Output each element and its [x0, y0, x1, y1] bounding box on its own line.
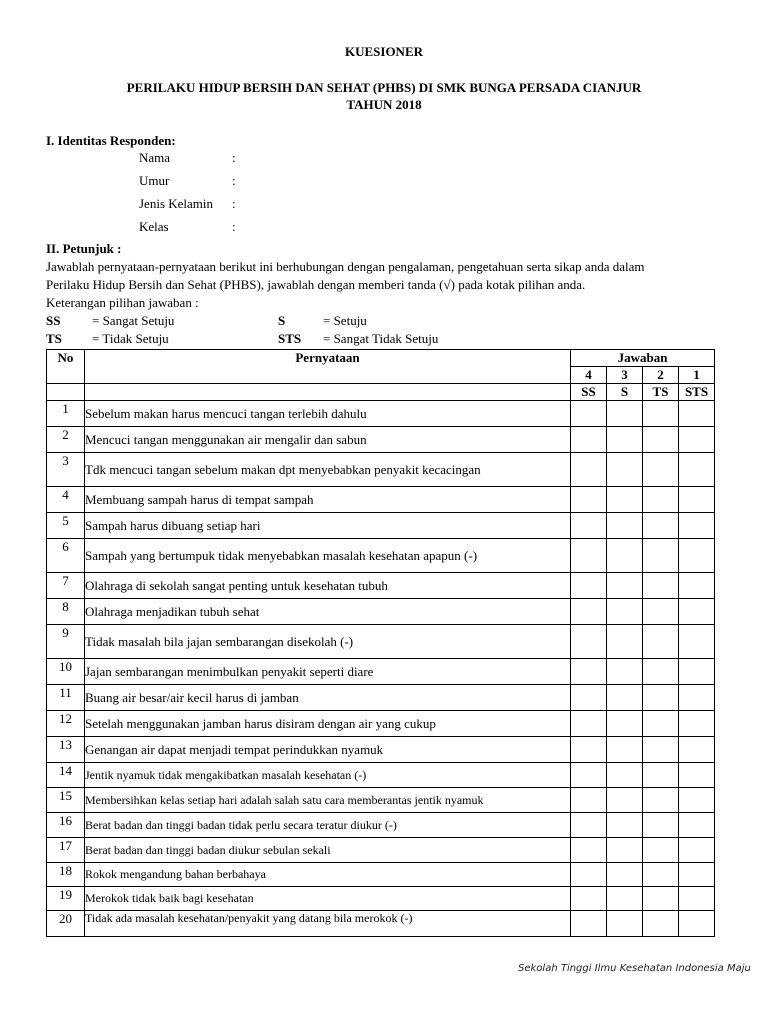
- answer-box-ts[interactable]: [643, 401, 679, 427]
- answer-box-sts[interactable]: [679, 763, 715, 788]
- answer-box-sts[interactable]: [679, 737, 715, 763]
- field-colon: :: [232, 173, 236, 188]
- answer-box-sts[interactable]: [679, 573, 715, 599]
- row-number: 9: [47, 625, 85, 659]
- header-no-spacer: [47, 384, 85, 401]
- answer-box-sts[interactable]: [679, 863, 715, 887]
- row-number: 6: [47, 539, 85, 573]
- answer-box-s[interactable]: [607, 487, 643, 513]
- row-number: 8: [47, 599, 85, 625]
- header-statement: Pernyataan: [85, 350, 571, 384]
- header-answer: Jawaban: [571, 350, 715, 367]
- table-row: [47, 539, 715, 573]
- answer-box-ts[interactable]: [643, 573, 679, 599]
- table-row: [47, 453, 715, 487]
- answer-box-ts[interactable]: [643, 911, 679, 937]
- questionnaire-table: [46, 349, 715, 937]
- answer-box-ss[interactable]: [571, 838, 607, 863]
- table-row: [47, 513, 715, 539]
- header-code-sts: STS: [679, 384, 715, 401]
- legend-desc-sts: = Sangat Tidak Setuju: [323, 331, 439, 346]
- row-statement: Setelah menggunakan jamban harus disiram dengan air yang cukup: [85, 711, 571, 737]
- answer-box-ss[interactable]: [571, 487, 607, 513]
- table-row: [47, 863, 715, 887]
- row-statement: Tidak masalah bila jajan sembarangan disekolah (-): [85, 625, 571, 659]
- table-row: [47, 711, 715, 737]
- row-number: 12: [47, 711, 85, 737]
- legend-desc-s: = Setuju: [323, 313, 367, 328]
- row-statement: Berat badan dan tinggi badan tidak perlu secara teratur diukur (-): [85, 813, 571, 838]
- answer-box-s[interactable]: [607, 763, 643, 788]
- answer-box-ss[interactable]: [571, 453, 607, 487]
- table-row: [47, 838, 715, 863]
- answer-box-s[interactable]: [607, 625, 643, 659]
- answer-box-ss[interactable]: [571, 813, 607, 838]
- answer-box-s[interactable]: [607, 453, 643, 487]
- answer-box-sts[interactable]: [679, 911, 715, 937]
- answer-box-s[interactable]: [607, 711, 643, 737]
- field-label-jenis-kelamin: Jenis Kelamin: [139, 196, 214, 211]
- answer-box-ts[interactable]: [643, 887, 679, 911]
- legend-code-ss: SS: [46, 313, 61, 328]
- row-number: 4: [47, 487, 85, 513]
- table-row: [47, 599, 715, 625]
- row-number: 15: [47, 788, 85, 813]
- answer-box-ts[interactable]: [643, 487, 679, 513]
- legend-code-sts: STS: [278, 331, 302, 346]
- answer-box-s[interactable]: [607, 401, 643, 427]
- legend-code-s: S: [278, 313, 286, 328]
- table-row: [47, 788, 715, 813]
- row-number: 10: [47, 659, 85, 685]
- answer-box-ss[interactable]: [571, 599, 607, 625]
- table-row: [47, 911, 715, 937]
- legend-code-ts: TS: [46, 331, 62, 346]
- table-row: [47, 813, 715, 838]
- footer-institution: Sekolah Tinggi Ilmu Kesehatan Indonesia Maju: [518, 963, 751, 974]
- answer-box-ts[interactable]: [643, 737, 679, 763]
- answer-box-sts[interactable]: [679, 659, 715, 685]
- header-no: No: [47, 350, 85, 384]
- row-number: 18: [47, 863, 85, 887]
- answer-box-sts[interactable]: [679, 711, 715, 737]
- answer-box-sts[interactable]: [679, 487, 715, 513]
- header-code-ts: TS: [643, 384, 679, 401]
- petunjuk-text-line1: Jawablah pernyataan-pernyataan berikut ini berhubungan dengan pengalaman, pengetahuan serta sikap anda dalam: [46, 259, 645, 274]
- field-colon: :: [232, 219, 236, 234]
- answer-box-sts[interactable]: [679, 887, 715, 911]
- answer-box-ss[interactable]: [571, 737, 607, 763]
- row-statement: Merokok tidak baik bagi kesehatan: [85, 887, 571, 911]
- row-number: 5: [47, 513, 85, 539]
- petunjuk-text-before: Perilaku Hidup Bersih dan Sehat (PHBS), jawablah dengan memberi tanda (: [46, 277, 444, 292]
- answer-box-ts[interactable]: [643, 539, 679, 573]
- table-row: [47, 685, 715, 711]
- answer-box-s[interactable]: [607, 513, 643, 539]
- document-year: TAHUN 2018: [346, 97, 422, 112]
- document-title: KUESIONER: [344, 44, 424, 59]
- row-number: 1: [47, 401, 85, 427]
- row-statement: Olahraga menjadikan tubuh sehat: [85, 599, 571, 625]
- answer-box-ss[interactable]: [571, 911, 607, 937]
- table-row: [47, 625, 715, 659]
- row-number: 2: [47, 427, 85, 453]
- answer-box-s[interactable]: [607, 573, 643, 599]
- answer-box-ts[interactable]: [643, 838, 679, 863]
- answer-box-s[interactable]: [607, 788, 643, 813]
- row-number: 19: [47, 887, 85, 911]
- answer-box-s[interactable]: [607, 887, 643, 911]
- row-number: 13: [47, 737, 85, 763]
- table-row: [47, 737, 715, 763]
- answer-box-s[interactable]: [607, 911, 643, 937]
- answer-box-ss[interactable]: [571, 711, 607, 737]
- table-row: [47, 887, 715, 911]
- answer-box-s[interactable]: [607, 813, 643, 838]
- table-row: [47, 487, 715, 513]
- table-row: [47, 573, 715, 599]
- row-statement: Membuang sampah harus di tempat sampah: [85, 487, 571, 513]
- answer-box-ts[interactable]: [643, 599, 679, 625]
- answer-box-sts[interactable]: [679, 813, 715, 838]
- answer-box-sts[interactable]: [679, 401, 715, 427]
- answer-box-sts[interactable]: [679, 625, 715, 659]
- answer-box-ts[interactable]: [643, 788, 679, 813]
- row-number: 16: [47, 813, 85, 838]
- row-statement: Buang air besar/air kecil harus di jamban: [85, 685, 571, 711]
- answer-box-sts[interactable]: [679, 427, 715, 453]
- identitas-heading: I. Identitas Responden:: [46, 133, 176, 148]
- answer-box-ss[interactable]: [571, 573, 607, 599]
- legend-desc-ts: = Tidak Setuju: [92, 331, 169, 346]
- row-statement: Sampah harus dibuang setiap hari: [85, 513, 571, 539]
- row-number: 20: [47, 911, 85, 937]
- answer-box-ts[interactable]: [643, 813, 679, 838]
- row-statement: Genangan air dapat menjadi tempat perindukkan nyamuk: [85, 737, 571, 763]
- header-code-s: S: [607, 384, 643, 401]
- answer-box-ts[interactable]: [643, 625, 679, 659]
- row-statement: Mencuci tangan menggunakan air mengalir dan sabun: [85, 427, 571, 453]
- answer-box-s[interactable]: [607, 539, 643, 573]
- answer-box-sts[interactable]: [679, 453, 715, 487]
- field-label-umur: Umur: [139, 173, 170, 188]
- answer-box-sts[interactable]: [679, 788, 715, 813]
- table-row: [47, 763, 715, 788]
- row-statement: Tidak ada masalah kesehatan/penyakit yang datang bila merokok (-): [85, 911, 571, 937]
- table-row: [47, 427, 715, 453]
- header-score-2: 2: [643, 367, 679, 384]
- answer-box-ts[interactable]: [643, 427, 679, 453]
- document-subtitle: PERILAKU HIDUP BERSIH DAN SEHAT (PHBS) DI SMK BUNGA PERSADA CIANJUR: [126, 80, 642, 95]
- field-colon: :: [232, 196, 236, 211]
- row-statement: Rokok mengandung bahan berbahaya: [85, 863, 571, 887]
- answer-box-sts[interactable]: [679, 685, 715, 711]
- header-statement-spacer: [85, 384, 571, 401]
- row-statement: Sebelum makan harus mencuci tangan terlebih dahulu: [85, 401, 571, 427]
- legend-desc-ss: = Sangat Setuju: [92, 313, 175, 328]
- table-row: [47, 659, 715, 685]
- answer-box-ss[interactable]: [571, 788, 607, 813]
- row-number: 3: [47, 453, 85, 487]
- answer-box-ss[interactable]: [571, 513, 607, 539]
- answer-box-ts[interactable]: [643, 763, 679, 788]
- answer-box-ts[interactable]: [643, 711, 679, 737]
- answer-box-s[interactable]: [607, 427, 643, 453]
- answer-box-ts[interactable]: [643, 685, 679, 711]
- row-statement: Membersihkan kelas setiap hari adalah salah satu cara memberantas jentik nyamuk: [85, 788, 571, 813]
- answer-box-ss[interactable]: [571, 685, 607, 711]
- answer-box-ss[interactable]: [571, 539, 607, 573]
- answer-box-s[interactable]: [607, 685, 643, 711]
- answer-box-ts[interactable]: [643, 453, 679, 487]
- row-statement: Jajan sembarangan menimbulkan penyakit seperti diare: [85, 659, 571, 685]
- petunjuk-text-after: ) pada kotak pilihan anda.: [450, 277, 586, 292]
- answer-box-ts[interactable]: [643, 659, 679, 685]
- row-statement: Tdk mencuci tangan sebelum makan dpt menyebabkan penyakit kecacingan: [85, 453, 571, 487]
- row-number: 11: [47, 685, 85, 711]
- header-score-1: 1: [679, 367, 715, 384]
- answer-box-ss[interactable]: [571, 401, 607, 427]
- header-code-ss: SS: [571, 384, 607, 401]
- answer-box-ts[interactable]: [643, 513, 679, 539]
- answer-box-ss[interactable]: [571, 887, 607, 911]
- keterangan-label: Keterangan pilihan jawaban :: [46, 295, 199, 310]
- petunjuk-text-line2: [46, 277, 585, 293]
- row-statement: Berat badan dan tinggi badan diukur sebulan sekali: [85, 838, 571, 863]
- row-statement: Sampah yang bertumpuk tidak menyebabkan masalah kesehatan apapun (-): [85, 539, 571, 573]
- row-number: 17: [47, 838, 85, 863]
- answer-box-s[interactable]: [607, 737, 643, 763]
- answer-box-s[interactable]: [607, 838, 643, 863]
- answer-box-ss[interactable]: [571, 427, 607, 453]
- row-number: 14: [47, 763, 85, 788]
- answer-box-sts[interactable]: [679, 539, 715, 573]
- answer-box-ss[interactable]: [571, 763, 607, 788]
- answer-box-s[interactable]: [607, 599, 643, 625]
- answer-box-ss[interactable]: [571, 863, 607, 887]
- answer-box-s[interactable]: [607, 863, 643, 887]
- check-mark-icon: √: [443, 277, 451, 292]
- field-label-nama: Nama: [139, 150, 171, 165]
- field-colon: :: [232, 150, 236, 165]
- answer-box-ts[interactable]: [643, 863, 679, 887]
- answer-box-sts[interactable]: [679, 838, 715, 863]
- header-score-3: 3: [607, 367, 643, 384]
- field-label-kelas: Kelas: [139, 219, 169, 234]
- answer-box-ss[interactable]: [571, 625, 607, 659]
- answer-box-ss[interactable]: [571, 659, 607, 685]
- petunjuk-heading: II. Petunjuk :: [46, 241, 122, 256]
- header-score-4: 4: [571, 367, 607, 384]
- answer-box-s[interactable]: [607, 659, 643, 685]
- answer-box-sts[interactable]: [679, 513, 715, 539]
- row-number: 7: [47, 573, 85, 599]
- row-statement: Jentik nyamuk tidak mengakibatkan masalah kesehatan (-): [85, 763, 571, 788]
- row-statement: Olahraga di sekolah sangat penting untuk kesehatan tubuh: [85, 573, 571, 599]
- answer-box-sts[interactable]: [679, 599, 715, 625]
- table-row: [47, 401, 715, 427]
